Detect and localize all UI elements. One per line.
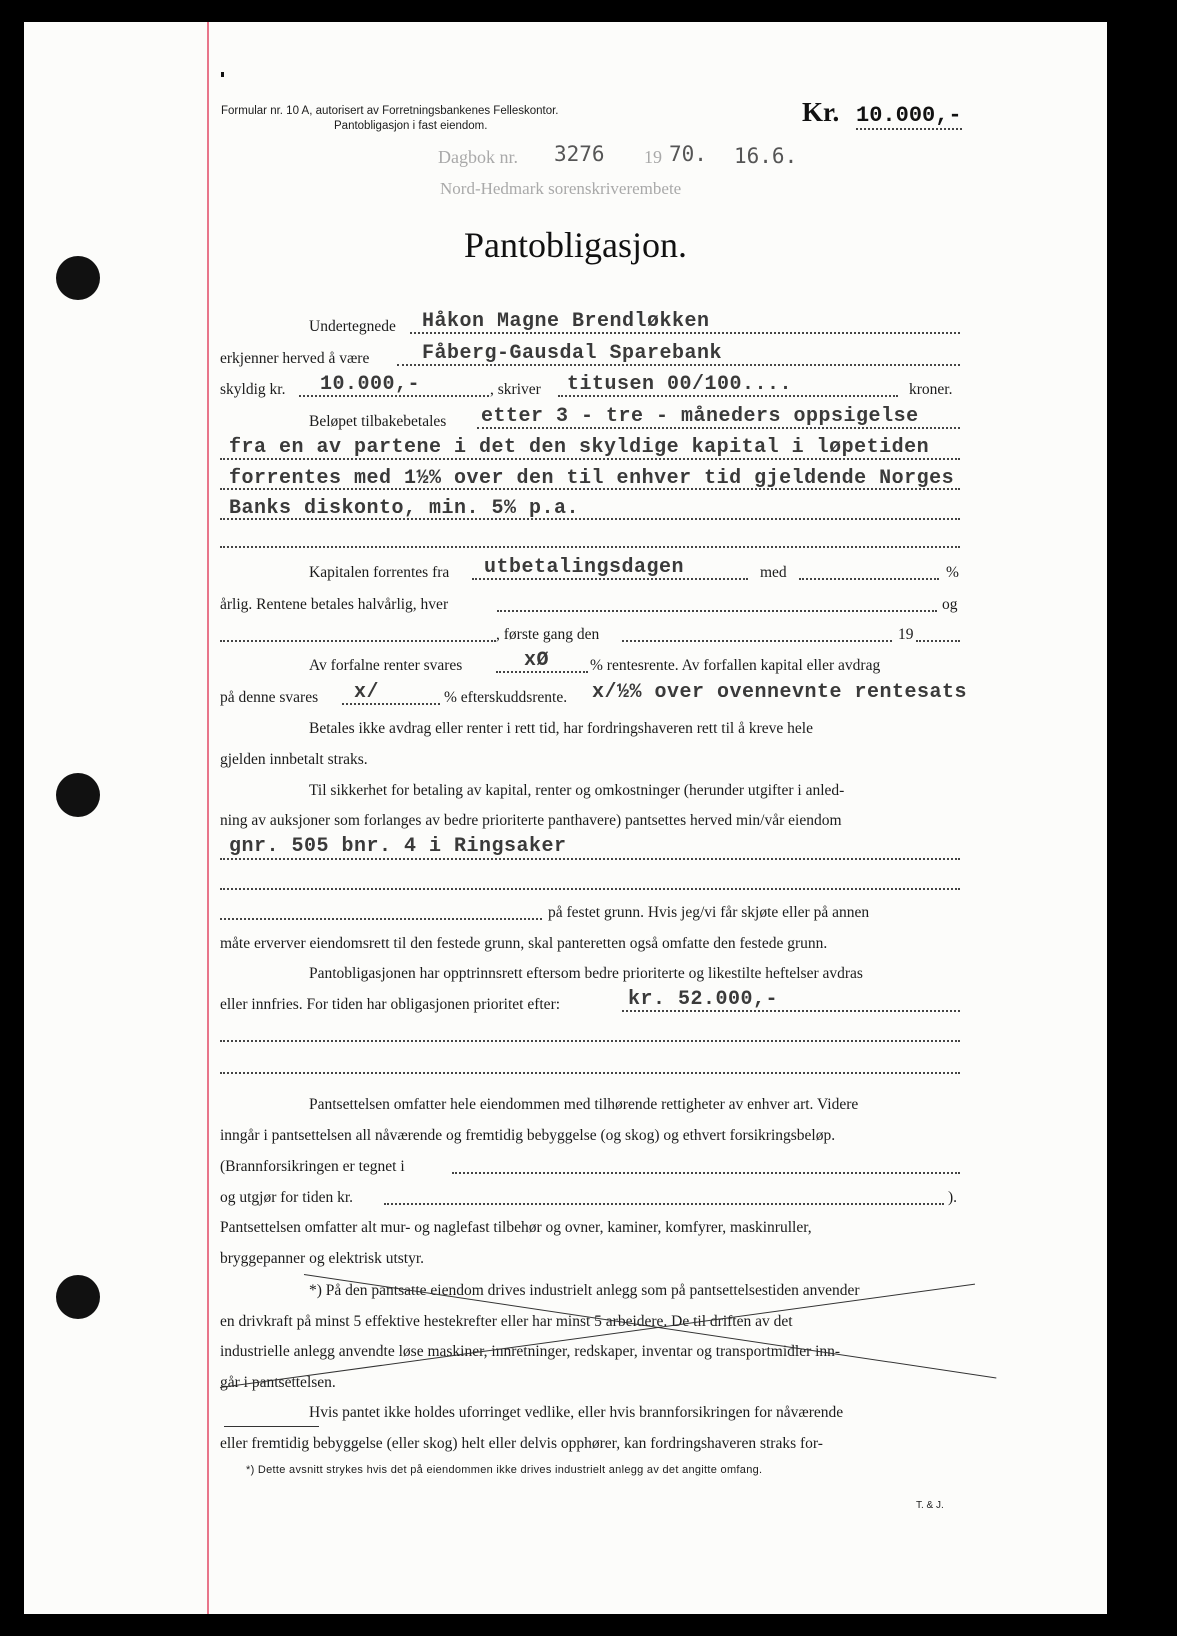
- rentesrente-label: % rentesrente. Av forfallen kapital eller avdrag: [590, 657, 881, 674]
- efterskudd-value: x/½% over ovennevnte rentesats: [592, 681, 968, 704]
- festet-line-1: på festet grunn. Hvis jeg/vi får skjøte eller på annen: [548, 904, 870, 921]
- dotted-line: [452, 1172, 960, 1174]
- industri-line-4: går i pantsettelsen.: [220, 1374, 336, 1391]
- opptrinn-line-1: Pantobligasjonen har opptrinnsrett eftersom bedre prioriterte og likestilte heftelser avdras: [309, 965, 863, 982]
- amount-header: [802, 97, 962, 128]
- kapitalen-label: Kapitalen forrentes fra: [309, 564, 450, 581]
- year-prefix: 19: [644, 147, 662, 167]
- kroner-label: kroner.: [909, 381, 953, 398]
- dotted-line: [916, 640, 960, 642]
- stamp-date: 16.6.: [734, 144, 798, 168]
- punch-hole: [56, 773, 100, 817]
- sikkerhet-line-1: Til sikkerhet for betaling av kapital, renter og omkostninger (herunder utgifter i anled-: [309, 782, 845, 799]
- omfatter-line-4-end: ).: [948, 1189, 958, 1206]
- kr-amount: 10.000,-: [856, 103, 962, 128]
- skyldig-value: 10.000,-: [320, 373, 421, 396]
- form-reference: Formular nr. 10 A, autorisert av Forretningsbankenes Felleskontor.: [221, 105, 559, 117]
- forste-label: , første gang den: [496, 626, 600, 643]
- dotted-line: [384, 1203, 944, 1205]
- ink-mark: [221, 72, 224, 77]
- dotted-line: [220, 1040, 960, 1042]
- omfatter-line-5: Pantsettelsen omfatter alt mur- og naglefast tilbehør og ovner, kaminer, komfyrer, maskinruller,: [220, 1219, 812, 1236]
- forfalne-value: xØ: [524, 649, 550, 672]
- undertegnede-label: Undertegnede: [309, 318, 396, 335]
- stamp-office: Nord-Hedmark sorenskriverembete: [440, 179, 682, 198]
- festet-line-2: måte erverver eiendomsrett til den festede grunn, skal panteretten også omfatte den festede grunn.: [220, 935, 828, 952]
- form-subtitle: Pantobligasjon i fast eiendom.: [334, 120, 488, 132]
- forfalne-label: Av forfalne renter svares: [309, 657, 463, 674]
- industri-line-1: *) På den pantsatte eiendom drives industrielt anlegg som på pantsettelsestiden anvender: [309, 1282, 860, 1299]
- pa-denne-value: x/: [354, 681, 380, 704]
- med-label: med: [760, 564, 787, 581]
- dagbok-number: 3276: [554, 142, 605, 166]
- property-value: gnr. 505 bnr. 4 i Ringsaker: [229, 835, 567, 858]
- industri-line-2: en drivkraft på minst 5 effektive hestekrefter eller har minst 5 arbeidere. De til driften av det: [220, 1313, 793, 1330]
- opptrinn-line-2: eller innfries. For tiden har obligasjonen prioritet efter:: [220, 996, 561, 1013]
- skyldig-label: skyldig kr.: [220, 381, 286, 398]
- betales-line-2: gjelden innbetalt straks.: [220, 751, 368, 768]
- erkjenner-value: Fåberg-Gausdal Sparebank: [422, 342, 723, 365]
- dotted-line: [220, 888, 960, 890]
- dotted-line: [220, 918, 542, 920]
- hvis-line-1: Hvis pantet ikke holdes uforringet vedlike, eller hvis brannforsikringen for nåværende: [309, 1404, 844, 1421]
- dotted-line: [220, 858, 960, 860]
- kapitalen-value: utbetalingsdagen: [484, 556, 685, 579]
- document-title: Pantobligasjon.: [464, 225, 687, 265]
- dotted-line: [799, 578, 939, 580]
- skriver-label: , skriver: [490, 381, 541, 398]
- industri-line-3: industrielle anlegg anvendte løse maskiner, innretninger, redskaper, inventar og transportmidler inn-: [220, 1343, 841, 1360]
- betales-line-1: Betales ikke avdrag eller renter i rett tid, har fordringshaveren rett til å kreve hele: [309, 720, 813, 737]
- undertegnede-value: Håkon Magne Brendløkken: [422, 310, 710, 333]
- dagbok-label: Dagbok nr.: [438, 147, 518, 167]
- belopet-line-1: etter 3 - tre - måneders oppsigelse: [481, 405, 919, 428]
- pa-denne-label: på denne svares: [220, 689, 319, 706]
- belopet-label: Beløpet tilbakebetales: [309, 413, 447, 430]
- printer-mark: T. & J.: [916, 1500, 944, 1511]
- sikkerhet-line-2: ning av auksjoner som forlanges av bedre prioriterte panthavere) pantsettes herved min/vår eiendom: [220, 812, 842, 829]
- omfatter-line-2: inngår i pantsettelsen all nåværende og fremtidig bebyggelse (og skog) og ethvert forsikringsbeløp.: [220, 1127, 836, 1144]
- omfatter-line-4: og utgjør for tiden kr.: [220, 1189, 354, 1206]
- dotted-line: [220, 546, 960, 548]
- margin-rule: [207, 22, 209, 1614]
- punch-hole: [56, 256, 100, 300]
- efterskudd-label: % efterskuddsrente.: [444, 689, 568, 706]
- nineteen-label: 19: [898, 626, 914, 643]
- omfatter-line-1: Pantsettelsen omfatter hele eiendommen med tilhørende rettigheter av enhver art. Videre: [309, 1096, 859, 1113]
- skriver-value: titusen 00/100....: [567, 373, 793, 396]
- dotted-line: [622, 640, 892, 642]
- og-label: og: [942, 596, 958, 613]
- dotted-line: [497, 610, 937, 612]
- year-suffix: 70.: [669, 142, 707, 166]
- hvis-line-2: eller fremtidig bebyggelse (eller skog) helt eller delvis opphører, kan fordringshaveren straks for-: [220, 1435, 823, 1452]
- punch-hole: [56, 1275, 100, 1319]
- omfatter-line-6: bryggepanner og elektrisk utstyr.: [220, 1250, 425, 1267]
- belopet-line-3: forrentes med 1½% over den til enhver tid gjeldende Norges: [229, 467, 955, 490]
- erkjenner-label: erkjenner herved å være: [220, 350, 370, 367]
- footnote: *) Dette avsnitt strykes hvis det på eiendommen ikke drives industrielt anlegg av det angitte omfang.: [246, 1464, 763, 1476]
- footnote-rule: [224, 1426, 319, 1427]
- kr-label: Kr.: [802, 97, 840, 127]
- omfatter-line-3: (Brannforsikringen er tegnet i: [220, 1158, 405, 1175]
- document-page: [24, 22, 1107, 1614]
- belopet-line-2: fra en av partene i det den skyldige kapital i løpetiden: [229, 436, 930, 459]
- dotted-line: [220, 1072, 960, 1074]
- percent-label: %: [946, 564, 959, 581]
- arlig-label: årlig. Rentene betales halvårlig, hver: [220, 596, 449, 613]
- dotted-line: [220, 640, 496, 642]
- prioritet-value: kr. 52.000,-: [628, 988, 779, 1011]
- belopet-line-4: Banks diskonto, min. 5% p.a.: [229, 497, 580, 520]
